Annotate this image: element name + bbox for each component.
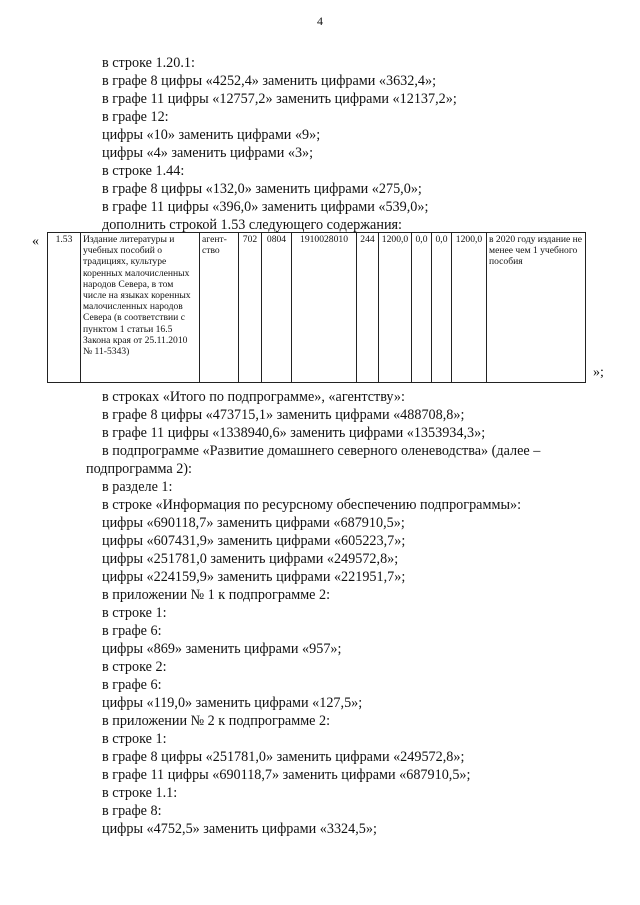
cell-year3: 0,0 [432,233,452,383]
text-line: цифры «607431,9» заменить цифрами «605223,7»; [102,533,406,549]
cell-grbs: 702 [239,233,262,383]
text-line: цифры «251781,0 заменить цифрами «249572,8»; [102,551,399,567]
cell-vr: 244 [357,233,379,383]
open-quote: « [32,234,39,249]
text-line: в графе 6: [102,677,162,693]
cell-result: в 2020 году издание не менее чем 1 учебного пособия [487,233,586,383]
text-line: в строке 1.44: [102,163,185,179]
text-line: в разделе 1: [102,479,173,495]
page-number: 4 [317,14,323,28]
text-line: цифры «690118,7» заменить цифрами «687910,5»; [102,515,405,531]
text-line: в графе 8 цифры «251781,0» заменить цифрами «249572,8»; [102,749,465,765]
text-line: в строке «Информация по ресурсному обеспечению подпрограммы»: [102,497,522,513]
cell-num: 1.53 [48,233,81,383]
cell-agency: агент-ство [200,233,239,383]
text-line: цифры «119,0» заменить цифрами «127,5»; [102,695,363,711]
text-line: в строке 1: [102,605,167,621]
cell-year2: 0,0 [412,233,432,383]
cell-year1: 1200,0 [379,233,412,383]
text-line: в подпрограмме «Развитие домашнего северного оленеводства» (далее – [102,443,541,459]
text-line: в строках «Итого по подпрограмме», «агентству»: [102,389,405,405]
text-line: в графе 8 цифры «473715,1» заменить цифрами «488708,8»; [102,407,465,423]
cell-csr: 1910028010 [292,233,357,383]
text-line: цифры «4» заменить цифрами «3»; [102,145,314,161]
text-line: в приложении № 2 к подпрограмме 2: [102,713,331,729]
text-line: в строке 1: [102,731,167,747]
text-line: в графе 11 цифры «12757,2» заменить цифрами «12137,2»; [102,91,457,107]
text-line: в графе 8 цифры «132,0» заменить цифрами «275,0»; [102,181,422,197]
inserted-row-table [47,232,586,383]
text-line: в строке 1.1: [102,785,178,801]
close-quote: »; [593,365,604,380]
text-line: в строке 1.20.1: [102,55,195,71]
table-row [48,233,586,383]
cell-rzpr: 0804 [262,233,292,383]
text-line: в графе 6: [102,623,162,639]
cell-total: 1200,0 [452,233,487,383]
text-line: в графе 8 цифры «4252,4» заменить цифрами «3632,4»; [102,73,437,89]
text-line: в графе 11 цифры «690118,7» заменить цифрами «687910,5»; [102,767,471,783]
text-line: цифры «10» заменить цифрами «9»; [102,127,321,143]
text-line: в графе 11 цифры «396,0» заменить цифрами «539,0»; [102,199,429,215]
text-line: цифры «224159,9» заменить цифрами «221951,7»; [102,569,406,585]
text-line: цифры «869» заменить цифрами «957»; [102,641,342,657]
text-line: в строке 2: [102,659,167,675]
text-line: в графе 8: [102,803,162,819]
text-line: в графе 12: [102,109,169,125]
amendment-text-bottom [86,388,602,838]
cell-name: Издание литературы и учебных пособий о традициях, культуре коренных малочисленных народов Севера, в том числе на языках коренных малочисленных народов Севера (в соответствии с пунктом 1 статьи 16.5 Закона края от 25.11.2010 № 11-5343) [81,233,200,383]
text-line: подпрограмма 2): [86,461,192,477]
text-line: дополнить строкой 1.53 следующего содержания: [102,217,403,233]
text-line: цифры «4752,5» заменить цифрами «3324,5»; [102,821,377,837]
text-line: в графе 11 цифры «1338940,6» заменить цифрами «1353934,3»; [102,425,486,441]
amendment-text-top [102,54,602,234]
inserted-row-block [32,232,612,382]
text-line: в приложении № 1 к подпрограмме 2: [102,587,331,603]
